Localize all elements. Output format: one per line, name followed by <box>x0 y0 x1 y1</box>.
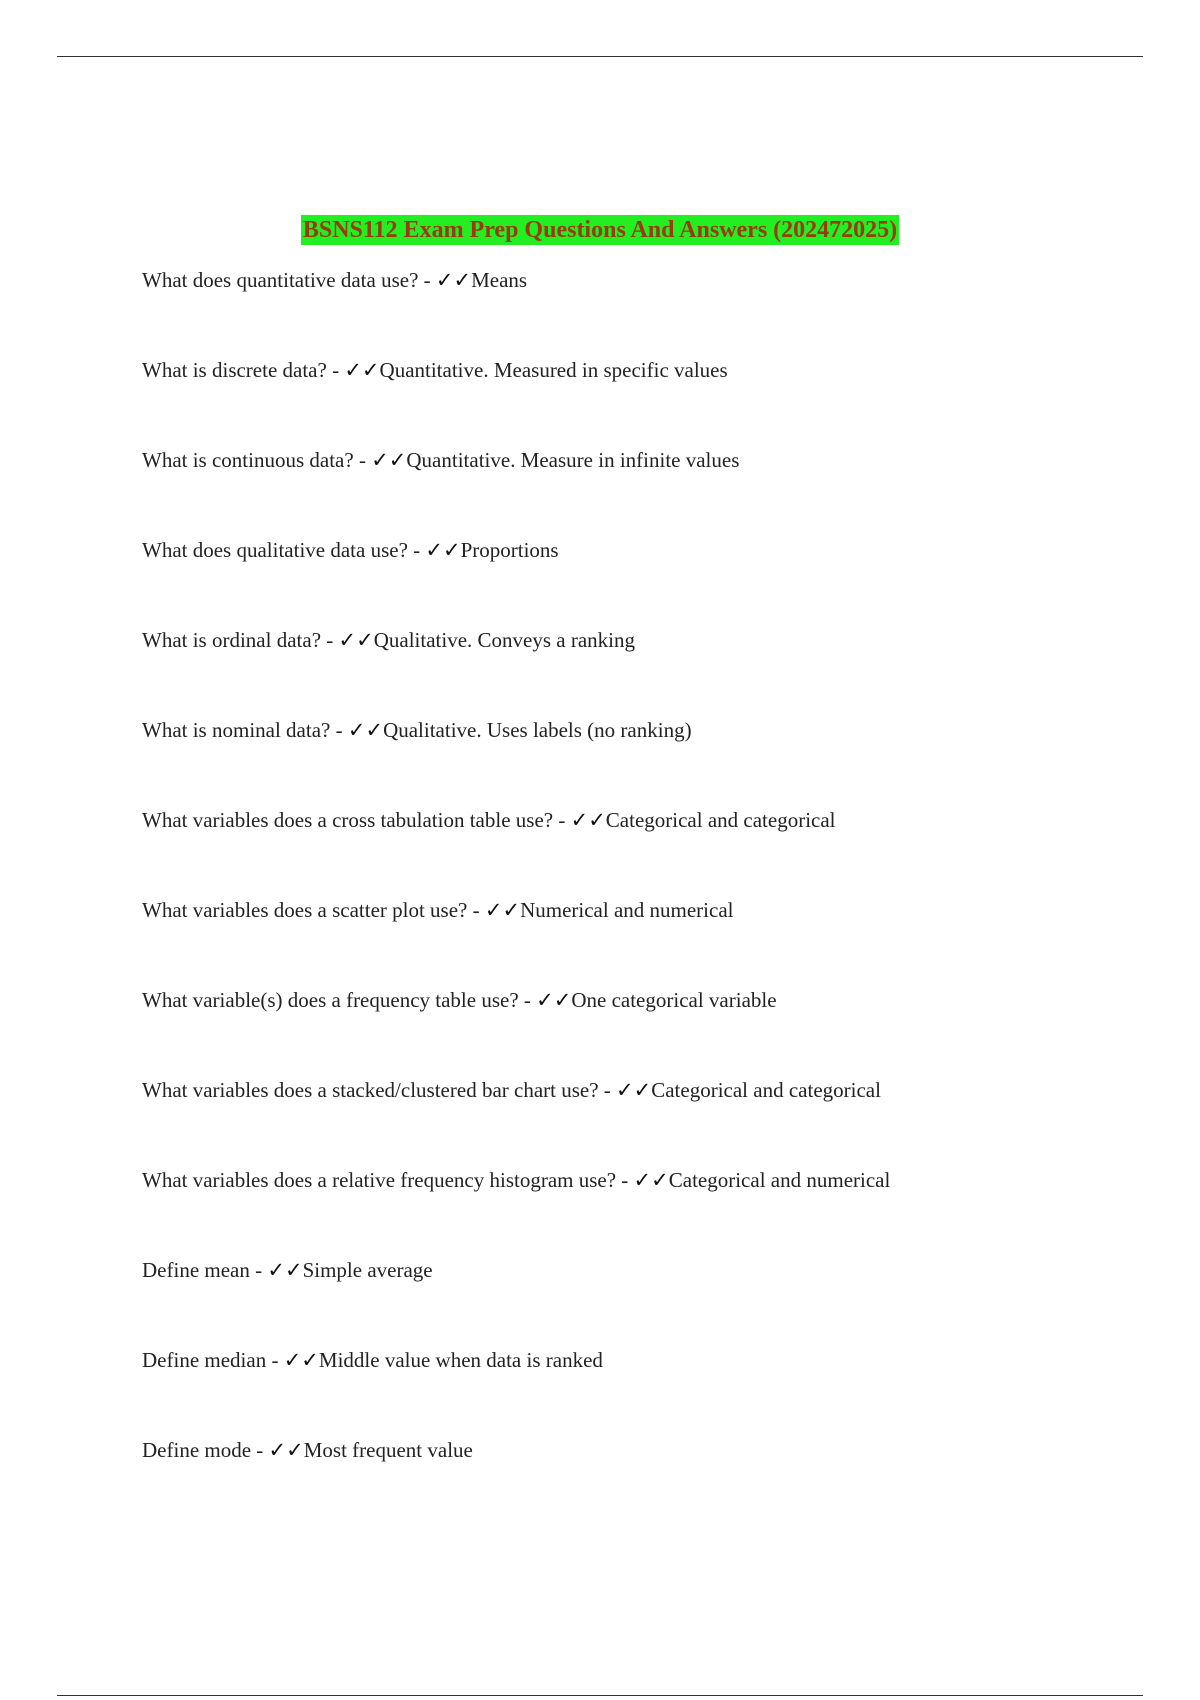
double-check-icon: ✓✓ <box>536 988 572 1012</box>
qa-answer: Qualitative. Uses labels (no ranking) <box>383 718 692 742</box>
qa-question: What variables does a stacked/clustered bar chart use? - <box>142 1078 617 1102</box>
title-container <box>0 215 1200 245</box>
qa-item <box>142 1256 433 1284</box>
top-rule <box>57 56 1143 57</box>
double-check-icon: ✓✓ <box>435 268 472 292</box>
double-check-icon: ✓✓ <box>267 1258 303 1282</box>
double-check-icon: ✓✓ <box>633 1168 669 1192</box>
qa-answer: Categorical and categorical <box>651 1078 881 1102</box>
qa-item <box>142 536 559 564</box>
double-check-icon: ✓✓ <box>268 1438 304 1462</box>
qa-question: What is ordinal data? - <box>142 628 339 652</box>
double-check-icon: ✓✓ <box>616 1078 652 1102</box>
qa-question: What does quantitative data use? - <box>142 268 436 292</box>
qa-item <box>142 1166 890 1194</box>
qa-item <box>142 1346 603 1374</box>
qa-item <box>142 986 777 1014</box>
qa-item <box>142 896 733 924</box>
qa-question: What variables does a scatter plot use? - <box>142 898 485 922</box>
qa-answer: Simple average <box>302 1258 433 1282</box>
qa-answer: One categorical variable <box>571 988 777 1012</box>
qa-item <box>142 1076 881 1104</box>
qa-answer: Qualitative. Conveys a ranking <box>373 628 635 652</box>
qa-item <box>142 266 527 294</box>
qa-question: Define median - <box>142 1348 284 1372</box>
double-check-icon: ✓✓ <box>570 808 606 832</box>
qa-answer: Categorical and categorical <box>605 808 836 832</box>
qa-question: Define mean - <box>142 1258 268 1282</box>
qa-answer: Proportions <box>460 538 559 562</box>
qa-item <box>142 626 635 654</box>
qa-answer: Means <box>471 268 528 292</box>
double-check-icon: ✓✓ <box>484 898 521 922</box>
double-check-icon: ✓✓ <box>371 448 407 472</box>
double-check-icon: ✓✓ <box>283 1348 319 1372</box>
qa-answer: Most frequent value <box>303 1438 473 1462</box>
qa-answer: Categorical and numerical <box>668 1168 891 1192</box>
qa-question: Define mode - <box>142 1438 269 1462</box>
qa-question: What is continuous data? - <box>142 448 372 472</box>
qa-answer: Numerical and numerical <box>520 898 734 922</box>
double-check-icon: ✓✓ <box>425 538 461 562</box>
qa-question: What variables does a cross tabulation table use? - <box>142 808 571 832</box>
double-check-icon: ✓✓ <box>347 718 384 742</box>
qa-question: What does qualitative data use? - <box>142 538 426 562</box>
qa-question: What is discrete data? - <box>142 358 345 382</box>
qa-item <box>142 356 728 384</box>
qa-question: What is nominal data? - <box>142 718 348 742</box>
qa-answer: Quantitative. Measured in specific values <box>379 358 728 382</box>
qa-question: What variables does a relative frequency histogram use? - <box>142 1168 634 1192</box>
qa-item <box>142 446 739 474</box>
qa-item <box>142 716 692 744</box>
qa-question: What variable(s) does a frequency table use? - <box>142 988 537 1012</box>
qa-answer: Middle value when data is ranked <box>318 1348 603 1372</box>
double-check-icon: ✓✓ <box>338 628 374 652</box>
document-title: BSNS112 Exam Prep Questions And Answers (202472025) <box>302 217 898 243</box>
double-check-icon: ✓✓ <box>344 358 380 382</box>
bottom-rule <box>57 1695 1143 1696</box>
qa-item <box>142 1436 473 1464</box>
qa-answer: Quantitative. Measure in infinite values <box>406 448 740 472</box>
qa-item <box>142 806 836 834</box>
